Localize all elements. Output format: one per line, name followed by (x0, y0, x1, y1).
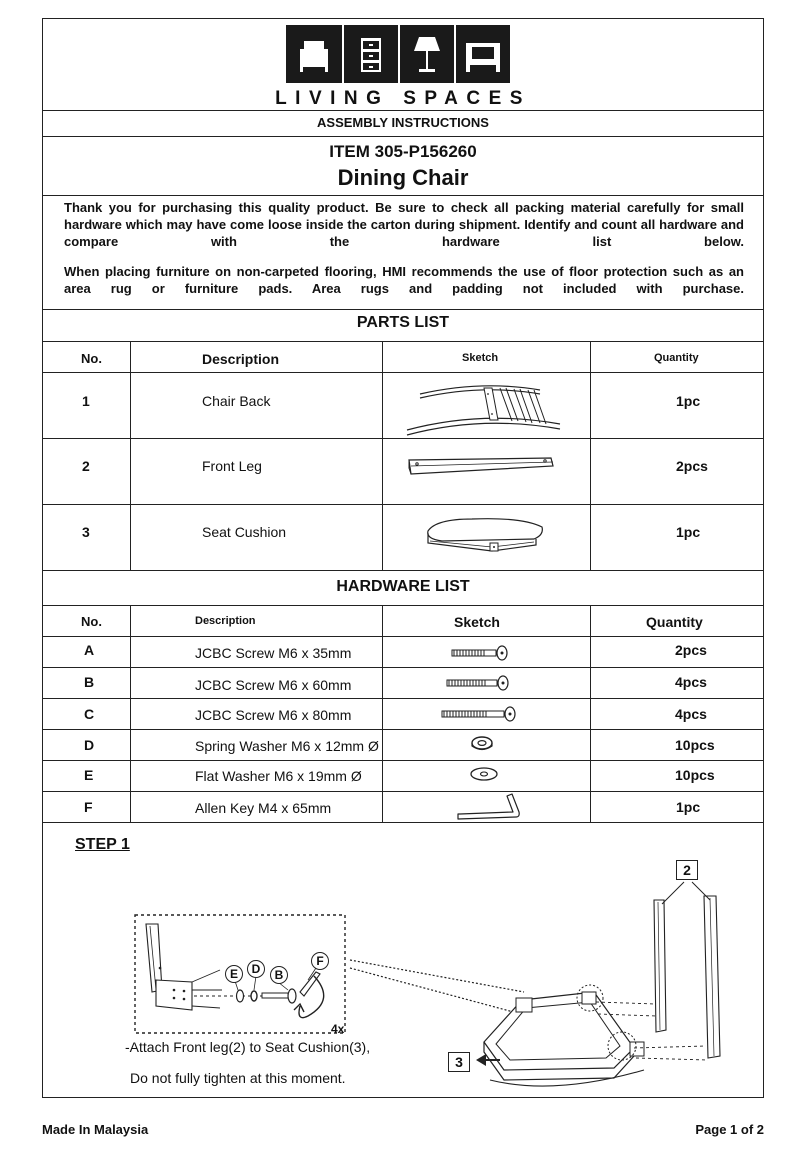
brand-logo (286, 25, 510, 83)
callout-f: F (311, 952, 329, 970)
hardware-row-a-no: A (84, 642, 95, 658)
divider (42, 760, 764, 761)
parts-list-title: PARTS LIST (356, 314, 450, 331)
hardware-col-description: Description (195, 615, 256, 627)
flat-washer-icon (468, 766, 500, 787)
divider (42, 195, 764, 196)
divider (42, 729, 764, 730)
divider (42, 504, 764, 505)
column-divider (590, 341, 591, 570)
column-divider (590, 605, 591, 822)
brand-name: LIVING SPACES (275, 88, 531, 109)
hardware-row-f-desc: Allen Key M4 x 65mm (195, 800, 332, 816)
front-leg-sketch (405, 452, 557, 487)
divider (42, 570, 764, 571)
part-label-3: 3 (448, 1052, 470, 1072)
parts-row-2-qty: 2pcs (676, 458, 708, 474)
hardware-row-e-desc: Flat Washer M6 x 19mm Ø (195, 768, 362, 784)
screw-35-icon (450, 645, 510, 666)
column-divider (382, 605, 383, 822)
parts-row-2-desc: Front Leg (202, 458, 262, 474)
allen-key-icon (456, 790, 522, 827)
hardware-row-a-qty: 2pcs (675, 642, 707, 658)
parts-row-3-desc: Seat Cushion (202, 524, 287, 540)
hardware-row-c-desc: JCBC Screw M6 x 80mm (195, 707, 352, 723)
hardware-row-e-qty: 10pcs (675, 767, 715, 783)
product-name: Dining Chair (337, 165, 469, 190)
divider (42, 136, 764, 137)
step-1-title: STEP 1 (75, 836, 130, 853)
callout-e: E (225, 965, 243, 983)
callout-b: B (270, 966, 288, 984)
parts-col-quantity: Quantity (654, 352, 699, 364)
column-divider (130, 341, 131, 570)
hardware-col-quantity: Quantity (646, 614, 703, 630)
divider (42, 636, 764, 637)
column-divider (382, 341, 383, 570)
chair-back-sketch (402, 380, 562, 443)
spring-washer-icon (468, 735, 496, 758)
step-1-assembly-drawing (344, 856, 734, 1101)
divider (42, 698, 764, 699)
hardware-col-sketch: Sketch (454, 614, 500, 630)
hardware-row-f-no: F (84, 799, 93, 815)
hardware-row-d-no: D (84, 737, 95, 753)
hardware-list-title: HARDWARE LIST (336, 578, 470, 595)
parts-row-1-desc: Chair Back (202, 393, 271, 409)
hardware-row-d-qty: 10pcs (675, 737, 715, 753)
hardware-row-c-no: C (84, 706, 95, 722)
hardware-row-b-no: B (84, 674, 95, 690)
hardware-row-d-desc: Spring Washer M6 x 12mm Ø (195, 738, 379, 754)
footer-page-number: Page 1 of 2 (695, 1122, 764, 1137)
divider (42, 110, 764, 111)
parts-col-description: Description (202, 351, 280, 367)
hardware-row-c-qty: 4pcs (675, 706, 707, 722)
hardware-row-b-desc: JCBC Screw M6 x 60mm (195, 677, 352, 693)
intro-paragraph-2: When placing furniture on non-carpeted flooring, HMI recommends the use of floor protection such as an area rug or furniture pads. Area rugs and padding not included with purchase. (64, 264, 744, 296)
parts-row-3-qty: 1pc (676, 524, 701, 540)
callout-d: D (247, 960, 265, 978)
hardware-row-f-qty: 1pc (676, 799, 701, 815)
footer-origin: Made In Malaysia (42, 1122, 149, 1137)
hardware-col-no: No. (81, 614, 102, 629)
divider (42, 372, 764, 373)
parts-row-3-no: 3 (82, 524, 90, 540)
divider (42, 341, 764, 342)
quantity-4x: 4x (331, 1022, 345, 1036)
divider (42, 309, 764, 310)
step-1-instruction-line-2: Do not fully tighten at this moment. (130, 1070, 346, 1086)
parts-row-2-no: 2 (82, 458, 90, 474)
parts-col-no: No. (81, 351, 102, 366)
hardware-row-b-qty: 4pcs (675, 674, 707, 690)
logo-icon (286, 25, 510, 83)
seat-cushion-sketch (422, 513, 548, 562)
hardware-row-a-desc: JCBC Screw M6 x 35mm (195, 645, 352, 661)
divider (42, 822, 764, 823)
screw-60-icon (445, 675, 511, 696)
divider (42, 605, 764, 606)
parts-row-1-no: 1 (82, 393, 90, 409)
divider (42, 791, 764, 792)
step-1-instruction-line-1: -Attach Front leg(2) to Seat Cushion(3), (125, 1039, 371, 1055)
part-label-2: 2 (676, 860, 698, 880)
document-subtitle: ASSEMBLY INSTRUCTIONS (317, 115, 489, 130)
parts-col-sketch: Sketch (462, 352, 499, 364)
item-number: ITEM 305-P156260 (329, 142, 477, 161)
screw-80-icon (440, 706, 518, 727)
intro-paragraph-1: Thank you for purchasing this quality product. Be sure to check all packing material carefully for small hardware which may have come loose inside the carton during shipment. Identify and count all hardware and compare with the hardware list below. (64, 200, 744, 249)
parts-row-1-qty: 1pc (676, 393, 701, 409)
column-divider (130, 605, 131, 822)
divider (42, 667, 764, 668)
hardware-row-e-no: E (84, 767, 94, 783)
